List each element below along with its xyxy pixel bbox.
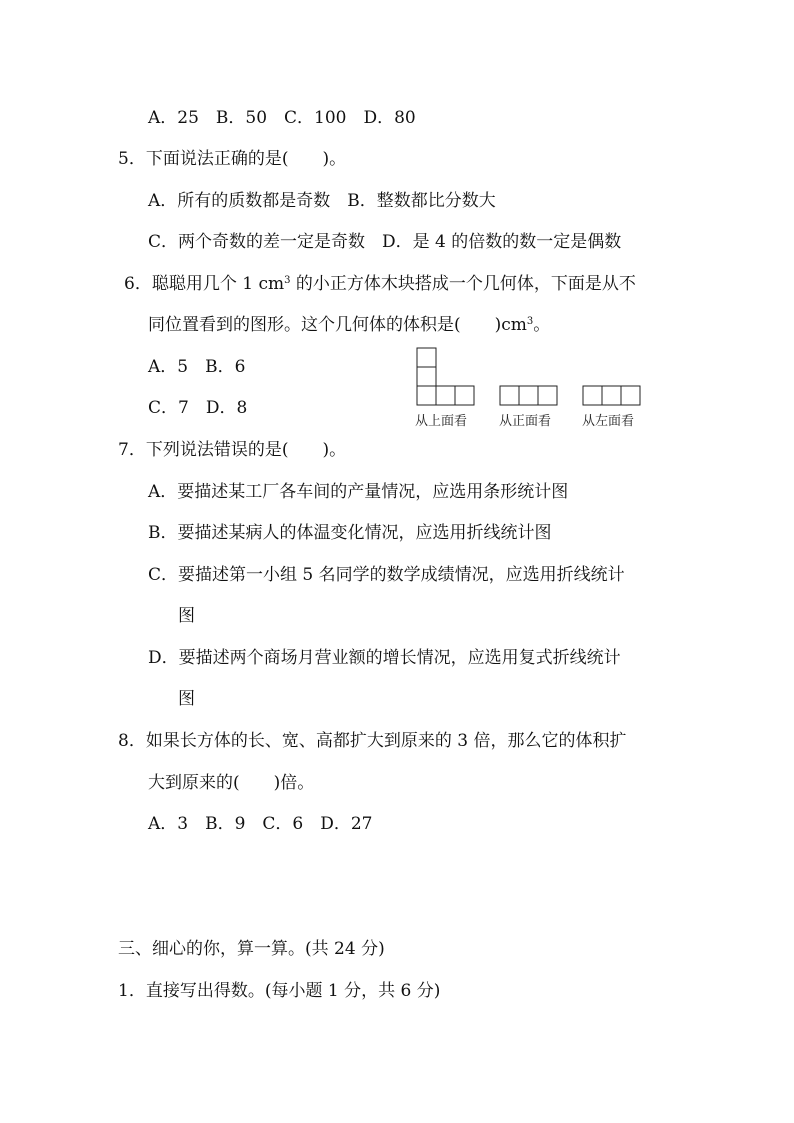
q8-stem-line2: 大到原来的( )倍。 xyxy=(148,773,315,793)
top-view-cell xyxy=(417,386,436,405)
front-view-cell xyxy=(500,386,519,405)
q5-stem: 5．下面说法正确的是( )。 xyxy=(118,149,347,169)
q6-options-line1: A．5 B．6 xyxy=(148,357,246,377)
top-view-label: 从上面看 xyxy=(415,414,468,429)
q6-stem-line1 xyxy=(124,272,636,296)
front-view-shape xyxy=(500,386,557,405)
q7-option-b: B．要描述某病人的体温变化情况，应选用折线统计图 xyxy=(148,523,552,543)
q5-options-line2: C．两个奇数的差一定是奇数 D．是 4 的倍数的数一定是偶数 xyxy=(148,232,622,252)
left-view-cell xyxy=(621,386,640,405)
left-view-shape xyxy=(583,386,640,405)
left-view-cell xyxy=(583,386,602,405)
q4-options: A．25 B．50 C．100 D．80 xyxy=(148,108,416,128)
top-view-cell xyxy=(455,386,474,405)
q7-option-d-line1: D．要描述两个商场月营业额的增长情况，应选用复式折线统计 xyxy=(148,648,621,668)
section3-title: 三、细心的你，算一算。(共 24 分) xyxy=(118,939,385,959)
q6-stem-line2-part1: 同位置看到的图形。这个几何体的体积是( )cm xyxy=(148,315,527,335)
top-view-cell xyxy=(436,386,455,405)
q6-stem-part1: 6．聪聪用几个 1 cm xyxy=(124,274,285,294)
q6-stem-sup1: 3 xyxy=(284,275,291,286)
q7-option-d-line2: 图 xyxy=(178,689,195,709)
front-view-cell xyxy=(519,386,538,405)
left-view-label: 从左面看 xyxy=(582,414,635,429)
q6-stem-part2: 的小正方体木块搭成一个几何体，下面是从不 xyxy=(290,274,636,294)
left-view-cell xyxy=(602,386,621,405)
front-view-label: 从正面看 xyxy=(499,414,552,429)
front-view-cell xyxy=(538,386,557,405)
q7-option-c-line1: C．要描述第一小组 5 名同学的数学成绩情况，应选用折线统计 xyxy=(148,565,625,585)
top-view-cell xyxy=(417,348,436,367)
top-view-shape xyxy=(417,348,474,405)
top-view-cell xyxy=(417,367,436,386)
q6-stem-line2-sup: 3 xyxy=(526,316,534,327)
q6-options-line2: C．7 D．8 xyxy=(148,398,248,418)
q5-options-line1: A．所有的质数都是奇数 B．整数都比分数大 xyxy=(148,191,496,211)
q8-options: A．3 B．9 C．6 D．27 xyxy=(148,814,373,834)
q6-stem-line2 xyxy=(148,313,550,337)
q6-stem-line2-part2: 。 xyxy=(533,315,551,335)
q6-view-figure xyxy=(410,344,650,434)
q8-stem-line1: 8．如果长方体的长、宽、高都扩大到原来的 3 倍，那么它的体积扩 xyxy=(118,731,627,751)
q7-option-c-line2: 图 xyxy=(178,606,195,626)
q7-stem: 7．下列说法错误的是( )。 xyxy=(118,440,347,460)
q7-option-a: A．要描述某工厂各车间的产量情况，应选用条形统计图 xyxy=(148,482,569,502)
section3-q1: 1．直接写出得数。(每小题 1 分，共 6 分) xyxy=(118,981,441,1001)
